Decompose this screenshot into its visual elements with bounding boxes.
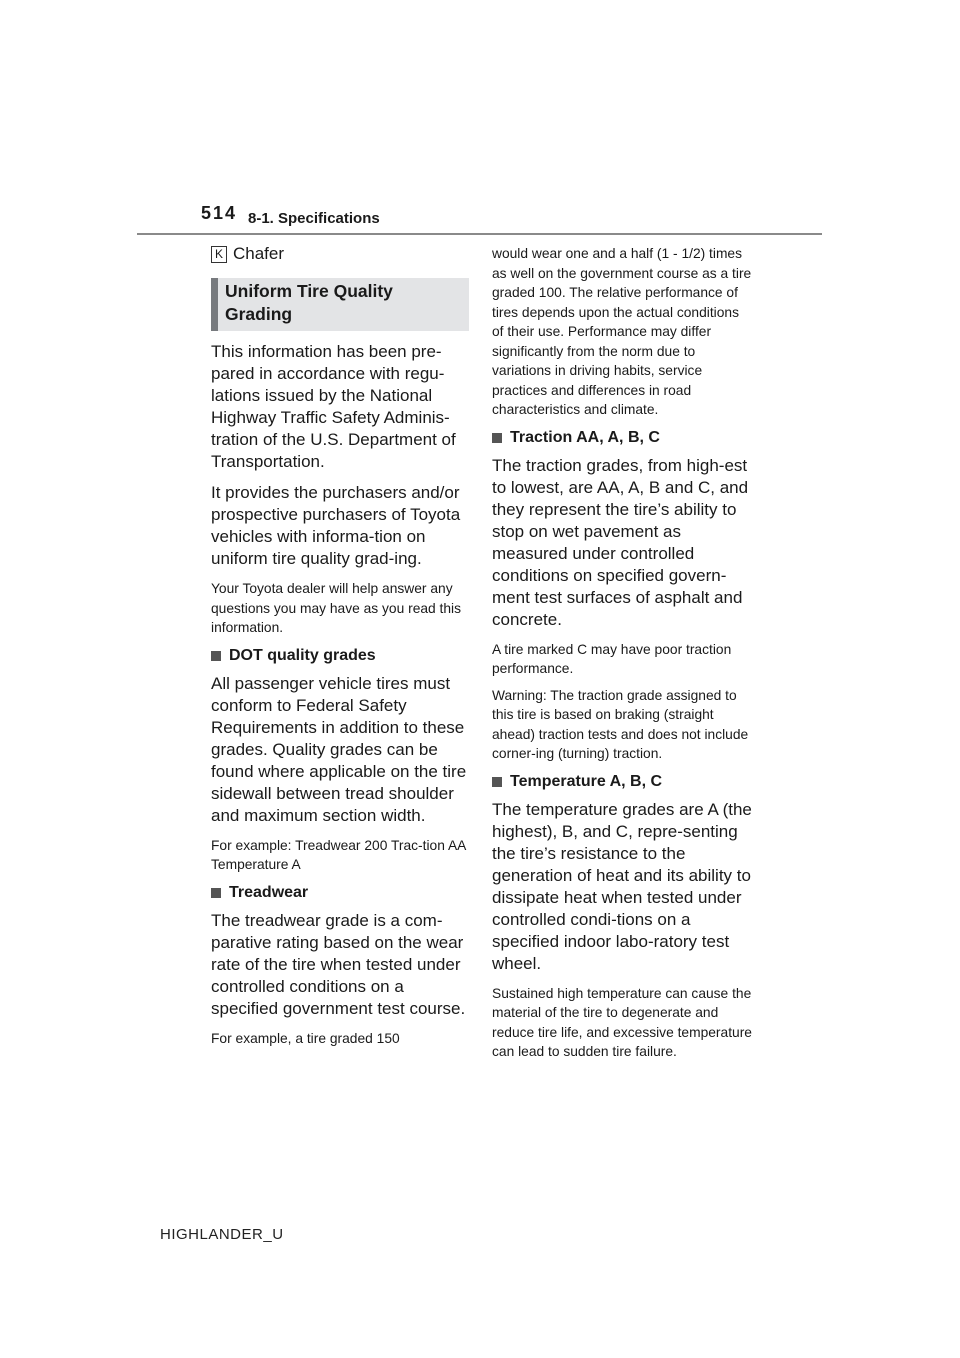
temperature-paragraph: The temperature grades are A (the highest), B, and C, repre-senting the tire’s resistance to the generation of heat and its ability to dissipate heat when tested under controlled condi-tions on a specified indoor labo-ratory test wheel. xyxy=(492,799,752,973)
treadwear-title: Treadwear xyxy=(229,883,309,901)
right-column xyxy=(492,244,752,1069)
treadwear-note: For example, a tire graded 150 xyxy=(211,1030,400,1046)
traction-paragraph: The traction grades, from high-est to lowest, are AA, A, B and C, and they represent the tire’s ability to stop on wet pavement as measured under controlled conditions on specified govern-ment test surfaces of asphalt and concrete. xyxy=(492,455,749,629)
traction-warning: Warning: The traction grade assigned to this tire is based on braking (straight ahead) traction tests and does not include corner-ing (turning) traction. xyxy=(492,687,749,761)
left-column xyxy=(211,244,469,1055)
dot-paragraph: All passenger vehicle tires must conform to Federal Safety Requirements in addition to these grades. Quality grades can be found where applicable on the tire sidewall between tread shoulder and maximum section width. xyxy=(211,673,467,825)
square-bullet-icon xyxy=(492,777,502,787)
legend-label: Chafer xyxy=(233,244,285,263)
traction-subheading xyxy=(492,428,752,448)
page-number: 514 xyxy=(201,203,238,223)
treadwear-subheading xyxy=(211,883,469,903)
traction-note: A tire marked C may have poor traction performance. xyxy=(492,641,732,676)
legend-row xyxy=(211,244,469,264)
temperature-title: Temperature A, B, C xyxy=(510,772,663,790)
dot-subheading xyxy=(211,646,469,666)
temperature-subheading xyxy=(492,772,752,792)
temperature-note: Sustained high temperature can cause the material of the tire to degenerate and reduce tire life, and excessive temperature can lead to sudden tire failure. xyxy=(492,985,752,1059)
intro-paragraph: This information has been pre-pared in accordance with regu-lations issued by the National Highway Traffic Safety Adminis-tration of the U.S. Department of Transportation. xyxy=(211,342,456,471)
dot-note: For example: Treadwear 200 Trac-tion AA Temperature A xyxy=(211,837,466,872)
legend-key-box: K xyxy=(211,246,227,263)
traction-title: Traction AA, A, B, C xyxy=(510,428,660,446)
square-bullet-icon xyxy=(211,651,221,661)
square-bullet-icon xyxy=(211,888,221,898)
header-rule xyxy=(137,233,822,235)
treadwear-continued-note: would wear one and a half (1 - 1/2) times as well on the government course as a tire graded 100. The relative performance of tires depends upon the actual conditions of their use. Performance may differ significantly from the norm due to variations in driving habits, service practices and differences in road characteristics and climate. xyxy=(492,246,752,417)
purpose-paragraph: It provides the purchasers and/or prospective purchasers of Toyota vehicles with informa-tion on uniform tire quality grad-ing. xyxy=(211,483,461,568)
footer-model: HIGHLANDER_U xyxy=(160,1226,284,1243)
square-bullet-icon xyxy=(492,433,502,443)
treadwear-paragraph: The treadwear grade is a com-parative rating based on the wear rate of the tire when tested under controlled conditions on a specified government test course. xyxy=(211,910,466,1018)
dealer-note: Your Toyota dealer will help answer any questions you may have as you read this information. xyxy=(211,581,462,635)
dot-title: DOT quality grades xyxy=(229,646,376,664)
section-title: 8-1. Specifications xyxy=(248,210,380,227)
section-heading: Uniform Tire Quality Grading xyxy=(211,278,469,331)
